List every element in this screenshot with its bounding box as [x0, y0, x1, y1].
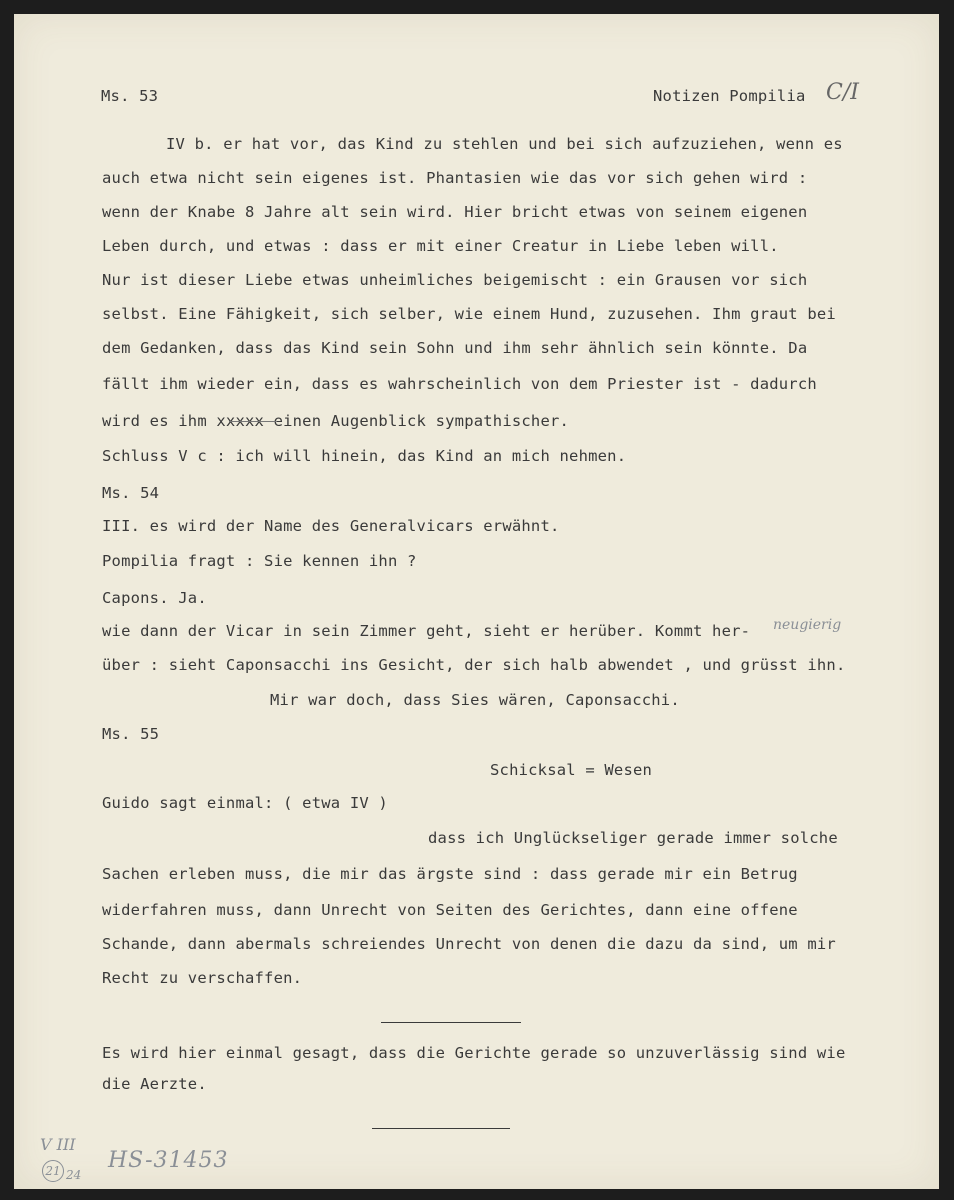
text-line: wie dann der Vicar in sein Zimmer geht, sieht er herüber. Kommt her-: [102, 622, 751, 640]
archive-circled-number: 21: [42, 1160, 64, 1182]
text-line: Mir war doch, dass Sies wären, Caponsacchi.: [270, 691, 680, 709]
text-line: über : sieht Caponsacchi ins Gesicht, der sich halb abwendet , und grüsst ihn.: [102, 656, 846, 674]
handwritten-mark: C/I: [826, 80, 859, 105]
pencil-insertion: neugierig: [773, 617, 842, 633]
archive-signature: HS-31453: [108, 1148, 229, 1173]
text-line: Pompilia fragt : Sie kennen ihn ?: [102, 552, 417, 570]
section-label: Ms. 54: [102, 484, 160, 502]
archive-subnumber: 24: [66, 1168, 82, 1182]
text-line: Leben durch, und etwas : dass er mit einer Creatur in Liebe leben will.: [102, 237, 779, 255]
text-line: Nur ist dieser Liebe etwas unheimliches beigemischt : ein Grausen vor sich: [102, 271, 808, 289]
text-line: dem Gedanken, dass das Kind sein Sohn und ihm sehr ähnlich sein könnte. Da: [102, 339, 808, 357]
archive-roman-number: V III: [40, 1135, 76, 1154]
text-line: auch etwa nicht sein eigenes ist. Phantasien wie das vor sich gehen wird :: [102, 169, 808, 187]
text-line: Guido sagt einmal: ( etwa IV ): [102, 794, 388, 812]
text-line: Schluss V c : ich will hinein, das Kind an mich nehmen.: [102, 447, 627, 465]
text-line: Schande, dann abermals schreiendes Unrecht von denen die dazu da sind, um mir: [102, 935, 836, 953]
text-line: Es wird hier einmal gesagt, dass die Gerichte gerade so unzuverlässig sind wie: [102, 1044, 846, 1062]
text-line: wird es ihm xxxxx einen Augenblick sympathischer.: [102, 412, 570, 430]
strikethrough: [229, 421, 277, 422]
section-label: Ms. 55: [102, 725, 160, 743]
text-line: widerfahren muss, dann Unrecht von Seiten des Gerichtes, dann eine offene: [102, 901, 798, 919]
text-line: Capons. Ja.: [102, 589, 207, 607]
separator-rule: [381, 1022, 521, 1023]
text-line: selbst. Eine Fähigkeit, sich selber, wie einem Hund, zuzusehen. Ihm graut bei: [102, 305, 836, 323]
manuscript-number: Ms. 53: [101, 87, 159, 105]
text-line: III. es wird der Name des Generalvicars erwähnt.: [102, 517, 560, 535]
text-line: wenn der Knabe 8 Jahre alt sein wird. Hier bricht etwas von seinem eigenen: [102, 203, 808, 221]
text-line: Recht zu verschaffen.: [102, 969, 303, 987]
separator-rule: [372, 1128, 510, 1129]
document-heading: Notizen Pompilia: [653, 87, 806, 105]
text-line: Schicksal = Wesen: [490, 761, 653, 779]
text-line: Sachen erleben muss, die mir das ärgste sind : dass gerade mir ein Betrug: [102, 865, 798, 883]
text-line: fällt ihm wieder ein, dass es wahrscheinlich von dem Priester ist - dadurch: [102, 375, 817, 393]
text-line: IV b. er hat vor, das Kind zu stehlen und bei sich aufzuziehen, wenn es: [166, 135, 843, 153]
text-line: dass ich Unglückseliger gerade immer solche: [428, 829, 838, 847]
text-line: die Aerzte.: [102, 1075, 207, 1093]
